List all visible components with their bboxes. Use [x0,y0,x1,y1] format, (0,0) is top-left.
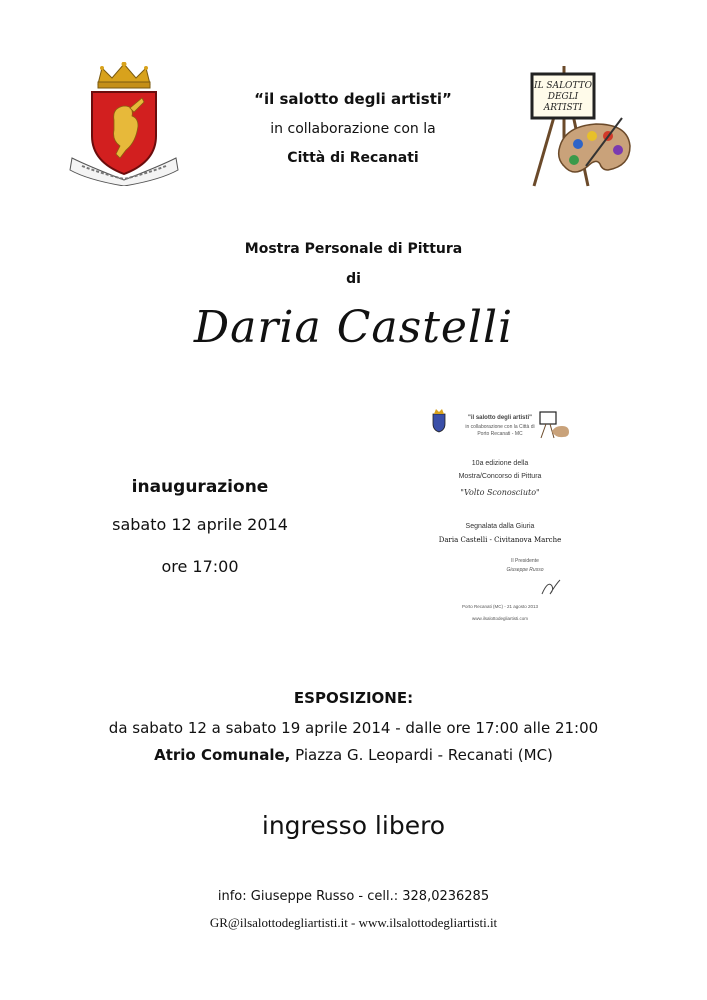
certificate-president-label: Il Presidente [511,558,539,564]
info-contact: info: Giuseppe Russo - cell.: 328,0236285 [217,889,490,904]
crown-icon [98,62,150,88]
easel-palette-logo [526,66,632,188]
certificate-place-date: Porto Recanati (MC) - 21 agosto 2013 [461,604,539,609]
exhibition-dates: da sabato 12 a sabato 19 aprile 2014 - dalle ore 17:00 alle 21:00 [108,719,599,737]
certificate-org: "il salotto degli artisti" [467,415,533,421]
venue-name: Atrio Comunale, [154,746,291,764]
certificate-noted: Segnalata dalla Giuria [465,523,535,530]
exhibition-venue [0,746,707,764]
venue-address: Piazza G. Leopardi - Recanati (MC) [290,746,553,764]
organizer-title: “il salotto degli artisti” [254,90,452,108]
easel-sign-line-1: IL SALOTTO [534,81,592,91]
show-di: di [346,271,361,287]
show-title: Mostra Personale di Pittura [244,241,463,257]
easel-sign-line-2: DEGLI [547,92,579,102]
certificate-site: www.ilsalottodegliartisti.com [471,616,529,621]
email-website: GR@ilsalottodegliartisti.it - www.ilsalottodegliartisti.it [209,915,498,930]
signature-mark [538,576,562,598]
certificate-artist: Daria Castelli - Civitanova Marche [438,536,562,544]
certificate-theme: "Volto Sconosciuto" [460,488,540,497]
award-certificate [420,402,580,626]
collaboration-text: in collaborazione con la [270,121,436,137]
artist-name: Daria Castelli [193,302,514,353]
certificate-collab-city: Porto Recanati - MC [477,431,523,437]
city-name: Città di Recanati [287,150,419,166]
certificate-collab: in collaborazione con la Città di [465,424,535,430]
easel-sign-line-3: ARTISTI [543,103,583,113]
exhibition-label: ESPOSIZIONE: [293,689,414,707]
inauguration-time: ore 17:00 [161,557,239,576]
recanati-crest-logo [68,62,180,186]
inauguration-date: sabato 12 aprile 2014 [112,515,288,534]
free-entry-text: ingresso libero [261,811,446,840]
certificate-contest: Mostra/Concorso di Pittura [458,473,542,480]
inauguration-label: inaugurazione [131,477,269,497]
certificate-president-name: Giuseppe Russo [506,567,544,573]
certificate-edition: 10a edizione della [471,460,529,467]
palette-icon [559,118,630,172]
